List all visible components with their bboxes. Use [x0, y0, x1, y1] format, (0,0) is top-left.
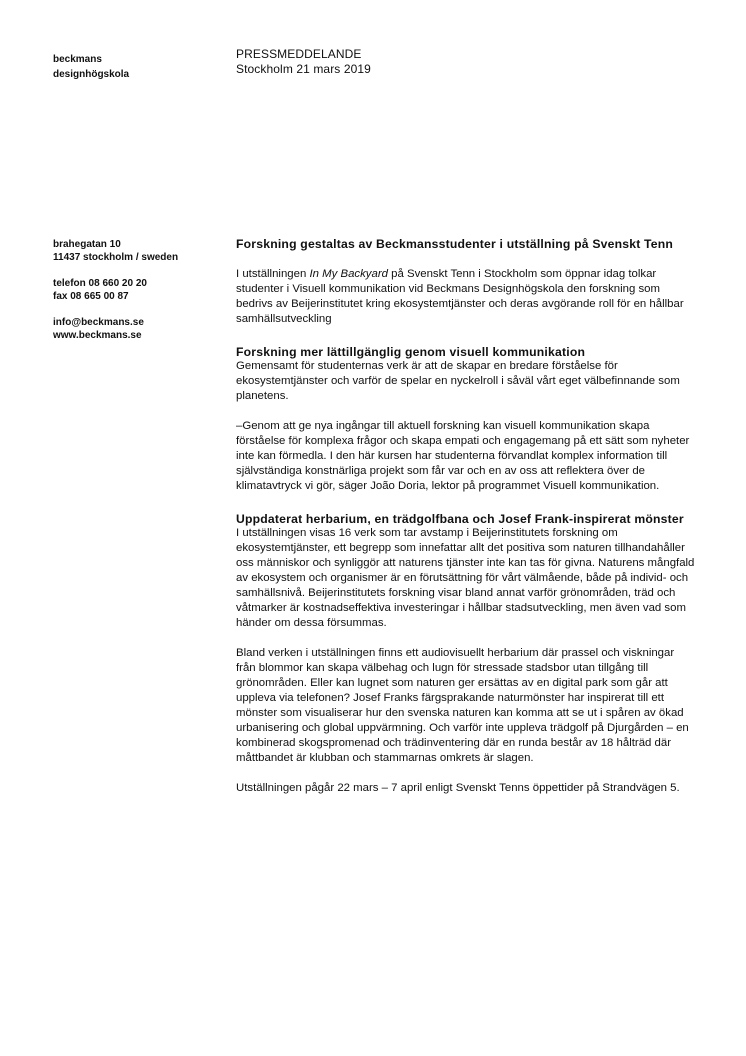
- document-type: PRESSMEDDELANDE: [236, 47, 362, 61]
- section-paragraph: –Genom att ge nya ingångar till aktuell forskning kan visuell kommunikation skapa förståelse för komplexa frågor och skapa empati och engagemang på ett sätt som nyheter inte kan förmedla. I den här kursen har studenterna förvandlat komplex information till självständiga konstnärliga projekt som får var och en av oss att reflektera över de klimatavtryck vi gör, säger João Doria, lektor på programmet Visuell kommunikation.: [236, 420, 690, 492]
- section-paragraph: I utställningen visas 16 verk som tar avstamp i Beijerinstitutets forskning om ekosystemtjänster, ett begrepp som innefattar allt det positiva som naturen tillhandahåller oss människor och synliggör att naturens tjänster inte kan tas för givna. Naturens mångfald av ekosystem och organismer är en förutsättning för vårt välmående, både på individ- och samhällsnivå. Beijerinstitutets forskning visar bland annat varför grönområden, träd och våtmarker är kostnadseffektiva investeringar i hållbar stadsutveckling, men även vad som händer om dessa försummas.: [236, 527, 695, 629]
- article-body: [236, 237, 696, 811]
- fax-number: fax 08 665 00 87: [53, 291, 129, 302]
- article-intro: [236, 267, 696, 327]
- section-paragraph: Bland verken i utställningen finns ett audiovisuellt herbarium där prassel och viskningar från blommor kan skapa välbehag och lugn för stressade stadsbor utan tillgång till grönområden. Eller kan lugnet som naturen ger ersättas av en digital park som går att uppleva via telefonen? Josef Franks färgsprakande naturmönster har inspirerat till ett mönster som visualiserar hur den svenska naturen kan komma att se ut i spåren av ökad urbanisering och global uppvärmning. Och varför inte uppleva trädgolf på Djurgården – en kombinerad skogspromenad och trädinventering där en runda består av 18 hålträd där måttbandet är klubban och stammarnas omkrets är slagen.: [236, 647, 689, 764]
- postal-address: 11437 stockholm / sweden: [53, 252, 179, 263]
- intro-text-end: på Svenskt Tenn i Stockholm som öppnar idag tolkar studenter i Visuell kommunikation vid Beckmans Designhögskola den forskning som bedrivs av Beijerinstitutet kring ekosystemtjänster och deras avgörande roll för en hållbar samhällsutveckling: [236, 268, 684, 325]
- address-block: [53, 238, 178, 264]
- section-heading: Forskning mer lättillgänglig genom visuell kommunikation: [236, 345, 586, 359]
- website-link[interactable]: www.beckmans.se: [53, 330, 142, 341]
- section-paragraph: Gemensamt för studenternas verk är att de skapar en bredare förståelse för ekosystemtjänster och varför de spelar en nyckelroll i såväl vårt eget välbefinnande som planetens.: [236, 360, 680, 402]
- logo-line-1: beckmans: [53, 54, 102, 65]
- phone-number: telefon 08 660 20 20: [53, 278, 147, 289]
- exhibition-name: In My Backyard: [309, 268, 388, 280]
- section-paragraph: Utställningen pågår 22 mars – 7 april enligt Svenskt Tenns öppettider på Strandvägen 5.: [236, 782, 680, 794]
- logo-line-2: designhögskola: [53, 69, 130, 80]
- phone-block: [53, 277, 178, 303]
- press-header: [236, 47, 371, 77]
- section-works: [236, 512, 696, 796]
- email-link[interactable]: info@beckmans.se: [53, 317, 144, 328]
- intro-text-start: I utställningen: [236, 268, 310, 280]
- street-address: brahegatan 10: [53, 239, 121, 250]
- article-title: Forskning gestaltas av Beckmansstudenter i utställning på Svenskt Tenn: [236, 237, 674, 251]
- school-logo: [53, 52, 129, 82]
- section-research: [236, 345, 696, 494]
- section-heading: Uppdaterat herbarium, en trädgolfbana och Josef Frank-inspirerat mönster: [236, 512, 684, 526]
- contact-info: [53, 238, 178, 355]
- dateline: Stockholm 21 mars 2019: [236, 62, 371, 76]
- web-block: [53, 316, 178, 342]
